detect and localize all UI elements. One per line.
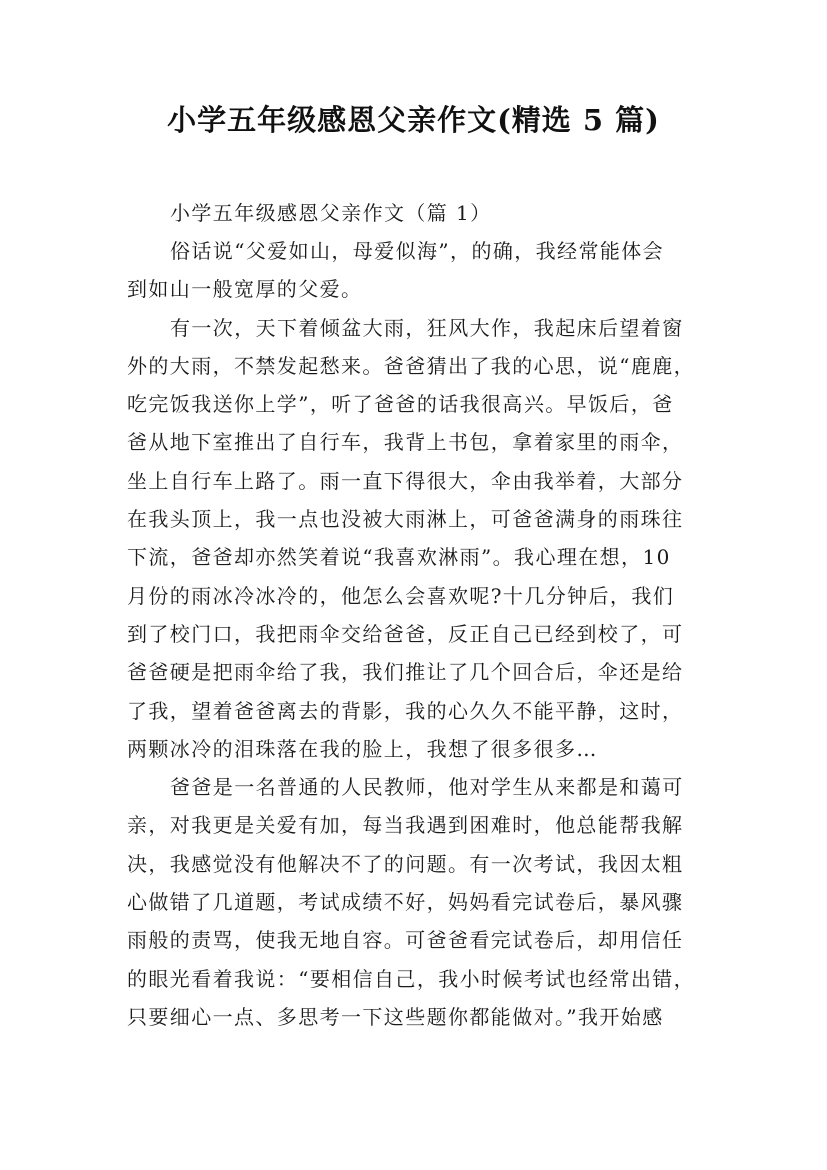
paragraph-line: 坐上自行车上路了。雨一直下得很大，伞由我举着，大部分: [127, 469, 684, 493]
paragraph-line: 下流，爸爸却亦然笑着说“我喜欢淋雨”。我心理在想，10: [127, 545, 671, 569]
section-heading: 小学五年级感恩父亲作文（篇 1）: [170, 201, 492, 225]
paragraph-line: 心做错了几道题，考试成绩不好，妈妈看完试卷后，暴风骤: [127, 890, 684, 914]
paragraph-line: 到如山一般宽厚的父爱。: [127, 277, 363, 301]
paragraph-line: 爸从地下室推出了自行车，我背上书包，拿着家里的雨伞，: [127, 430, 684, 454]
paragraph-line: 的眼光看着我说：“要相信自己，我小时候考试也经常出错，: [127, 967, 696, 991]
paragraph-line: 亲，对我更是关爱有加，每当我遇到困难时，他总能帮我解: [127, 813, 684, 837]
paragraph-line: 有一次，天下着倾盆大雨，狂风大作，我起床后望着窗: [170, 316, 684, 340]
paragraph-line: 了我，望着爸爸离去的背影，我的心久久不能平静，这时，: [127, 699, 684, 723]
paragraph-line: 雨般的责骂，使我无地自容。可爸爸看完试卷后，却用信任: [127, 928, 684, 952]
paragraph-line: 月份的雨冰冷冰冷的，他怎么会喜欢呢?十几分钟后，我们: [127, 584, 675, 608]
paragraph-line: 只要细心一点、多思考一下这些题你都能做对。”我开始感: [127, 1005, 664, 1029]
paragraph-line: 爸爸硬是把雨伞给了我，我们推让了几个回合后，伞还是给: [127, 660, 684, 684]
paragraph-line: 吃完饭我送你上学”，听了爸爸的话我很高兴。早饭后，爸: [127, 392, 674, 416]
paragraph-line: 决，我感觉没有他解决不了的问题。有一次考试，我因太粗: [127, 852, 684, 876]
paragraph-line: 俗话说“父爱如山，母爱似海”，的确，我经常能体会: [170, 239, 665, 263]
paragraph-line: 在我头顶上，我一点也没被大雨淋上，可爸爸满身的雨珠往: [127, 507, 684, 531]
paragraph-line: 到了校门口，我把雨伞交给爸爸，反正自己已经到校了，可: [127, 622, 684, 646]
document-title: 小学五年级感恩父亲作文(精选 5 篇): [167, 103, 660, 137]
paragraph-line: 外的大雨，不禁发起愁来。爸爸猜出了我的心思，说“鹿鹿，: [127, 354, 696, 378]
paragraph-line: 爸爸是一名普通的人民教师，他对学生从来都是和蔼可: [170, 775, 684, 799]
paragraph-line: 两颗冰冷的泪珠落在我的脸上，我想了很多很多…: [127, 737, 598, 761]
